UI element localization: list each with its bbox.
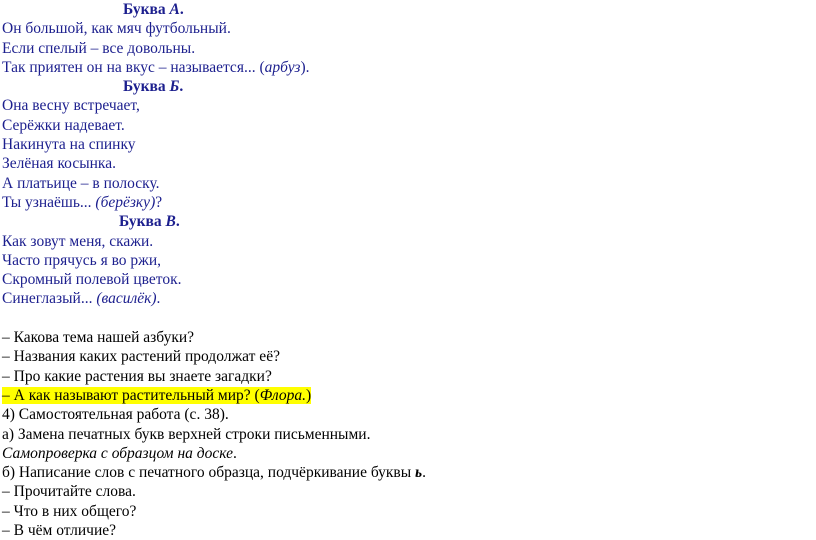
highlighted-question (2, 386, 816, 405)
task-4: 4) Самостоятельная работа (с. 38). (2, 406, 229, 424)
riddle-b-heading-prefix: Буква (123, 78, 170, 96)
riddle-b-last-prefix: Ты узнаёшь... (2, 193, 96, 211)
riddle-v-heading-prefix: Буква (119, 213, 166, 231)
riddle-v-last-prefix: Синеглазый... (2, 290, 97, 308)
riddle-b-line: А платьице – в полоску. (2, 174, 160, 192)
riddle-a-line: Он большой, как мяч футбольный. (2, 20, 231, 38)
riddle-a-letter: А (169, 1, 180, 18)
riddle-v-letter: В (165, 213, 176, 231)
riddle-a-last-line (2, 58, 816, 77)
highlighted-question-suffix: ) (306, 386, 312, 404)
riddle-a-heading-prefix: Буква (123, 1, 170, 18)
riddle-v-last-line (2, 289, 816, 308)
riddle-v-last-suffix: . (156, 290, 161, 308)
followup-line: – Что в них общего? (2, 502, 137, 520)
highlighted-question-answer: Флора. (259, 386, 306, 404)
highlighted-question-prefix: – А как называют растительный мир? ( (2, 386, 260, 404)
riddle-v-line: Как зовут меня, скажи. (2, 232, 154, 250)
task-a-note (2, 444, 816, 463)
riddle-a-line: Если спелый – все довольны. (2, 39, 196, 57)
riddle-a-heading (2, 0, 816, 19)
riddle-b-line: Она весну встречает, (2, 97, 140, 115)
riddle-a-last-prefix: Так приятен он на вкус – называется... ( (2, 58, 265, 76)
task-a-note-text: Самопроверка с образцом на доске (2, 444, 233, 462)
riddle-b-letter: Б (169, 78, 180, 96)
riddle-b-heading (2, 77, 816, 96)
task-b (2, 463, 816, 482)
riddle-b-line: Зелёная косынка. (2, 155, 116, 173)
riddle-a-last-suffix: ). (300, 58, 310, 76)
spacer (2, 309, 816, 328)
task-b-letter: ь (415, 464, 423, 482)
riddle-b-line: Серёжки надевает. (2, 116, 125, 134)
question-line: – Названия каких растений продолжат её? (2, 348, 280, 366)
riddle-b-line: Накинута на спинку (2, 136, 136, 154)
question-line: – Про какие растения вы знаете загадки? (2, 367, 272, 385)
riddle-a-heading-suffix: . (179, 1, 184, 18)
question-line: – Какова тема нашей азбуки? (2, 329, 195, 347)
task-b-suffix: . (422, 464, 427, 482)
task-a-note-suffix: . (232, 444, 237, 462)
followup-line: – Прочитайте слова. (2, 483, 136, 501)
followup-line: – В чём отличие? (2, 522, 117, 540)
riddle-b-last-line (2, 193, 816, 212)
riddle-b-last-suffix: ? (155, 193, 163, 211)
riddle-v-line: Часто прячусь я во ржи, (2, 251, 162, 269)
riddle-a-answer: арбуз (264, 58, 301, 76)
riddle-b-answer: (берёзку) (95, 193, 156, 211)
task-b-prefix: б) Написание слов с печатного образца, подчёркивание буквы (2, 464, 416, 482)
riddle-b-heading-suffix: . (179, 78, 184, 96)
riddle-v-line: Скромный полевой цветок. (2, 271, 182, 289)
riddle-v-heading-suffix: . (175, 213, 180, 231)
riddle-v-answer: (василёк) (96, 290, 157, 308)
riddle-v-heading (2, 212, 816, 231)
task-a: а) Замена печатных букв верхней строки письменными. (2, 425, 371, 443)
highlight-mark (2, 387, 311, 404)
